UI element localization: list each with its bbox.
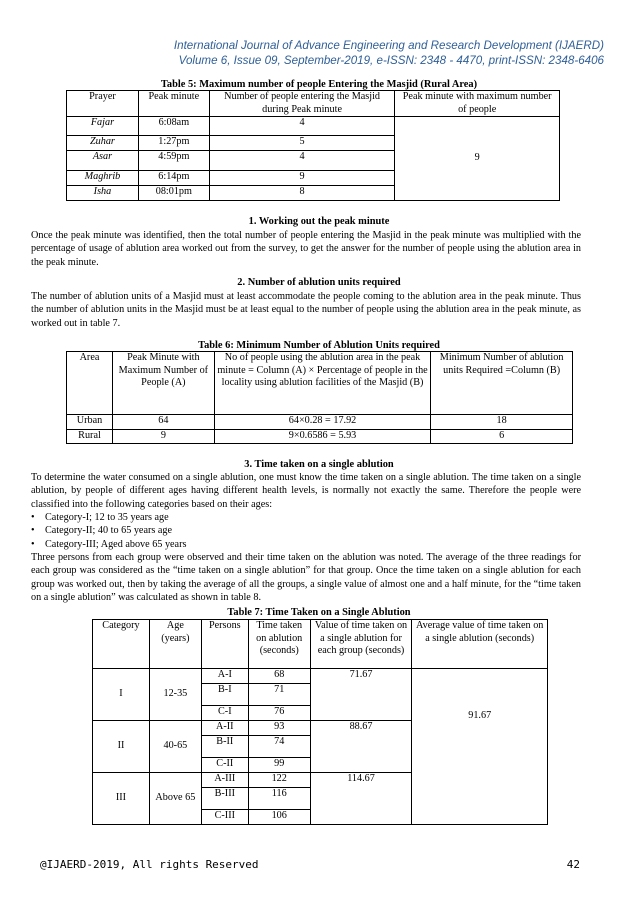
category-list (31, 511, 186, 551)
table7-person: C-II (201, 758, 248, 773)
list-item: • Category-II; 40 to 65 years age (31, 525, 173, 537)
table5-caption: Table 5: Maximum number of people Entering the Masjid (Rural Area) (160, 79, 478, 90)
journal-header-line2: Volume 6, Issue 09, September-2019, e-ISSN: 2348 - 4470, print-ISSN: 2348-6406 (178, 54, 604, 67)
table6-area: Rural (67, 430, 113, 444)
table7-person: A-III (201, 773, 248, 788)
table6-header: Minimum Number of ablution units Required =Column (B) (431, 352, 573, 415)
table5-max: 9 (395, 117, 560, 201)
table7-person: A-II (201, 721, 248, 736)
table7-person: C-I (201, 706, 248, 721)
table7-category: I (93, 669, 150, 721)
table7-time: 116 (248, 788, 310, 810)
table6 (66, 351, 573, 444)
table5-people: 4 (209, 117, 395, 136)
table5-header: Peak minute with maximum number of people (395, 91, 560, 117)
table7-time: 93 (248, 721, 310, 736)
table7-person: B-III (201, 788, 248, 810)
table6-caption: Table 6: Minimum Number of Ablution Units required (198, 340, 440, 351)
section1-paragraph: Once the peak minute was identified, then the total number of people entering the Masjid in the peak minute was multiplied with the percentage of usage of ablution area worked out from the survey, to get the answer for the number of people using the ablution area in the peak minute. (31, 230, 581, 268)
table7-header: Average value of time taken on a single ablution (seconds) (412, 620, 548, 669)
table7-time: 71 (248, 684, 310, 706)
section2-heading: 2. Number of ablution units required (237, 277, 401, 288)
table7-time: 76 (248, 706, 310, 721)
table5-people: 4 (209, 151, 395, 171)
table6-min: 6 (431, 430, 573, 444)
table5-minute: 1:27pm (138, 136, 209, 151)
table7-header: Value of time taken on a single ablution for each group (seconds) (310, 620, 412, 669)
table7-person: C-III (201, 810, 248, 825)
table5-prayer: Maghrib (67, 171, 139, 186)
page-number: 42 (566, 858, 580, 871)
table5-people: 8 (209, 186, 395, 201)
table5-prayer: Isha (67, 186, 139, 201)
table7 (92, 619, 548, 825)
table6-peak: 64 (112, 415, 214, 430)
table7-caption: Table 7: Time Taken on a Single Ablution (227, 607, 411, 618)
table7-age: Above 65 (149, 773, 201, 825)
table7-overall-avg: 91.67 (412, 669, 548, 825)
table6-area: Urban (67, 415, 113, 430)
table6-peak: 9 (112, 430, 214, 444)
table7-header: Time taken on ablution (seconds) (248, 620, 310, 669)
table7-header: Persons (201, 620, 248, 669)
table5-minute: 6:14pm (138, 171, 209, 186)
list-item: • Category-III; Aged above 65 years (31, 538, 187, 550)
table5-minute: 4:59pm (138, 151, 209, 171)
page-footer (40, 858, 580, 871)
table7-group-avg: 71.67 (310, 669, 412, 721)
table5-header: Number of people entering the Masjid during Peak minute (209, 91, 395, 117)
table7-age: 40-65 (149, 721, 201, 773)
table5-header: Peak minute (138, 91, 209, 117)
table7-time: 99 (248, 758, 310, 773)
table7-category: II (93, 721, 150, 773)
table7-time: 106 (248, 810, 310, 825)
table7-person: B-I (201, 684, 248, 706)
table6-calc: 64×0.28 = 17.92 (214, 415, 430, 430)
table7-time: 68 (248, 669, 310, 684)
table5-minute: 08:01pm (138, 186, 209, 201)
table7-group-avg: 114.67 (310, 773, 412, 825)
table5-people: 5 (209, 136, 395, 151)
table5-prayer: Fajar (67, 117, 139, 136)
table7-header: Age (years) (149, 620, 201, 669)
table7-category: III (93, 773, 150, 825)
table6-header: No of people using the ablution area in the peak minute = Column (A) × Percentage of people in the locality using ablution facilities of the Masjid (B) (214, 352, 430, 415)
section3-heading: 3. Time taken on a single ablution (244, 459, 394, 470)
table6-calc: 9×0.6586 = 5.93 (214, 430, 430, 444)
list-item: • Category-I; 12 to 35 years age (31, 512, 169, 523)
table5-header: Prayer (67, 91, 139, 117)
table5 (66, 90, 560, 201)
table5-prayer: Asar (67, 151, 139, 171)
section3-paragraph2: Three persons from each group were observed and their time taken on the ablution was noted. The average of the three readings for each group was considered as the “time taken on a single ablution” for that group. Once the time taken on a single ablution for each group was worked out, then by taking the average of all the groups, a single value of almost one and a half minute, for the “time taken on a single ablution” was calculated as shown in table 8. (31, 552, 581, 603)
footer-copyright: @IJAERD-2019, All rights Reserved (40, 858, 259, 871)
table7-age: 12-35 (149, 669, 201, 721)
table7-time: 122 (248, 773, 310, 788)
section3-paragraph1: To determine the water consumed on a single ablution, one must know the time taken on a single ablution. The time taken on a single ablution, by people of different ages having different health levels, is normally not exactly the same. Therefore the people were classified into the following categories based on their ages: (31, 472, 581, 510)
journal-header (44, 38, 604, 68)
journal-header-line1: International Journal of Advance Engineering and Research Development (IJAERD) (173, 39, 604, 52)
table7-header: Category (93, 620, 150, 669)
table5-prayer: Zuhar (67, 136, 139, 151)
table6-header: Area (67, 352, 113, 415)
table7-time: 74 (248, 736, 310, 758)
table5-people: 9 (209, 171, 395, 186)
section2-paragraph: The number of ablution units of a Masjid must at least accommodate the people coming to the ablution area in the peak minute. Thus the number of ablution units in the Masjid must be at least equal to the number of people using the ablution area in the peak minute, as worked out in table 7. (31, 291, 581, 329)
table7-group-avg: 88.67 (310, 721, 412, 773)
table5-minute: 6:08am (138, 117, 209, 136)
table7-person: B-II (201, 736, 248, 758)
table6-header: Peak Minute with Maximum Number of People (A) (112, 352, 214, 415)
table6-min: 18 (431, 415, 573, 430)
table7-person: A-I (201, 669, 248, 684)
section1-heading: 1. Working out the peak minute (248, 216, 390, 227)
